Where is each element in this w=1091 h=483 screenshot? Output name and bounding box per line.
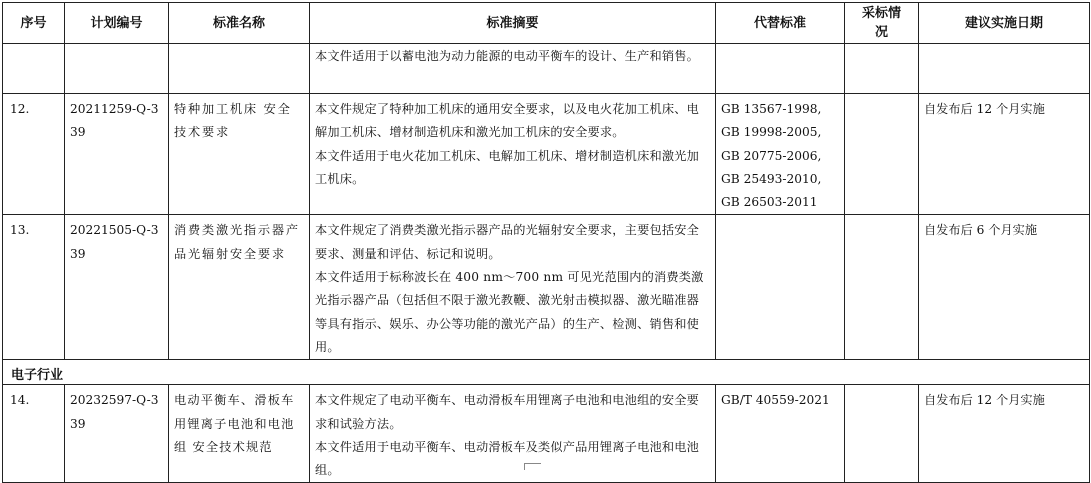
header-implementation-date: 建议实施日期 [919,3,1090,44]
table-row [3,385,1090,483]
header-seq: 序号 [3,3,65,44]
section-row [3,360,1090,385]
summary-text: 本文件适用于电动平衡车、电动滑板车及类似产品用锂离子电池和电池组。 [315,439,700,478]
adoption-cell [845,385,919,483]
header-replaces: 代替标准 [716,3,845,44]
summary-cell [310,215,716,360]
replaced-standard: GB 13567-1998, [721,102,822,116]
summary-cell [310,385,716,483]
section-title: 电子行业 [3,360,1090,385]
replaces-cell [716,215,845,360]
table-row [3,94,1090,215]
name-cell: 消费类激光指示器产品光辐射安全要求 [169,215,310,360]
header-plan-number: 计划编号 [65,3,169,44]
standards-table [2,2,1090,483]
name-cell: 电动平衡车、滑板车用锂离子电池和电池组 安全技术规范 [169,385,310,483]
table-row-continued [3,44,1090,94]
replaced-standard: GB/T 40559-2021 [721,393,830,408]
header-standard-name: 标准名称 [169,3,310,44]
replaced-standard: GB 19998-2005, [721,125,822,140]
adoption-cell [845,94,919,215]
seq-cell: 14. [3,385,65,483]
replaces-cell [716,385,845,483]
summary-cell [310,44,716,94]
seq-cell: 13. [3,215,65,360]
replaces-cell [716,94,845,215]
date-cell: 自发布后 12 个月实施 [919,385,1090,483]
plan-cell: 20221505-Q-339 [65,215,169,360]
summary-text: 本文件规定了特种加工机床的通用安全要求，以及电火花加工机床、电解加工机床、增材制造机床和激光加工机床的安全要求。 [315,102,700,140]
header-row [3,3,1090,44]
plan-cell: 20232597-Q-339 [65,385,169,483]
summary-text: 本文件适用于以蓄电池为动力能源的电动平衡车的设计、生产和销售。 [315,49,700,63]
summary-cell [310,94,716,215]
adoption-cell [845,215,919,360]
summary-text: 本文件规定了消费类激光指示器产品的光辐射安全要求，主要包括安全要求、测量和评估、标记和说明。 [315,223,700,261]
summary-text: 本文件适用于电火花加工机床、电解加工机床、增材制造机床和激光加工机床。 [315,148,700,186]
date-cell: 自发布后 12 个月实施 [919,94,1090,215]
summary-text: 本文件适用于标称波长在 400 nm～700 nm 可见光范围内的消费类激光指示器产品（包括但不限于激光教鞭、激光射击模拟器、激光瞄准器等具有指示、娱乐、办公等功能的激光产品）的生产、检测、销售和使用。 [315,270,704,354]
header-adoption: 采标情况 [845,3,919,44]
plan-cell: 20211259-Q-339 [65,94,169,215]
replaced-standard: GB 26503-2011 [721,195,818,210]
replaced-standard: GB 25493-2010, [721,171,822,186]
header-summary: 标准摘要 [310,3,716,44]
seq-cell: 12. [3,94,65,215]
date-cell: 自发布后 6 个月实施 [919,215,1090,360]
name-cell: 特种加工机床 安全技术要求 [169,94,310,215]
summary-text: 本文件规定了电动平衡车、电动滑板车用锂离子电池和电池组的安全要求和试验方法。 [315,393,700,431]
table-row [3,215,1090,360]
replaced-standard: GB 20775-2006, [721,148,822,163]
